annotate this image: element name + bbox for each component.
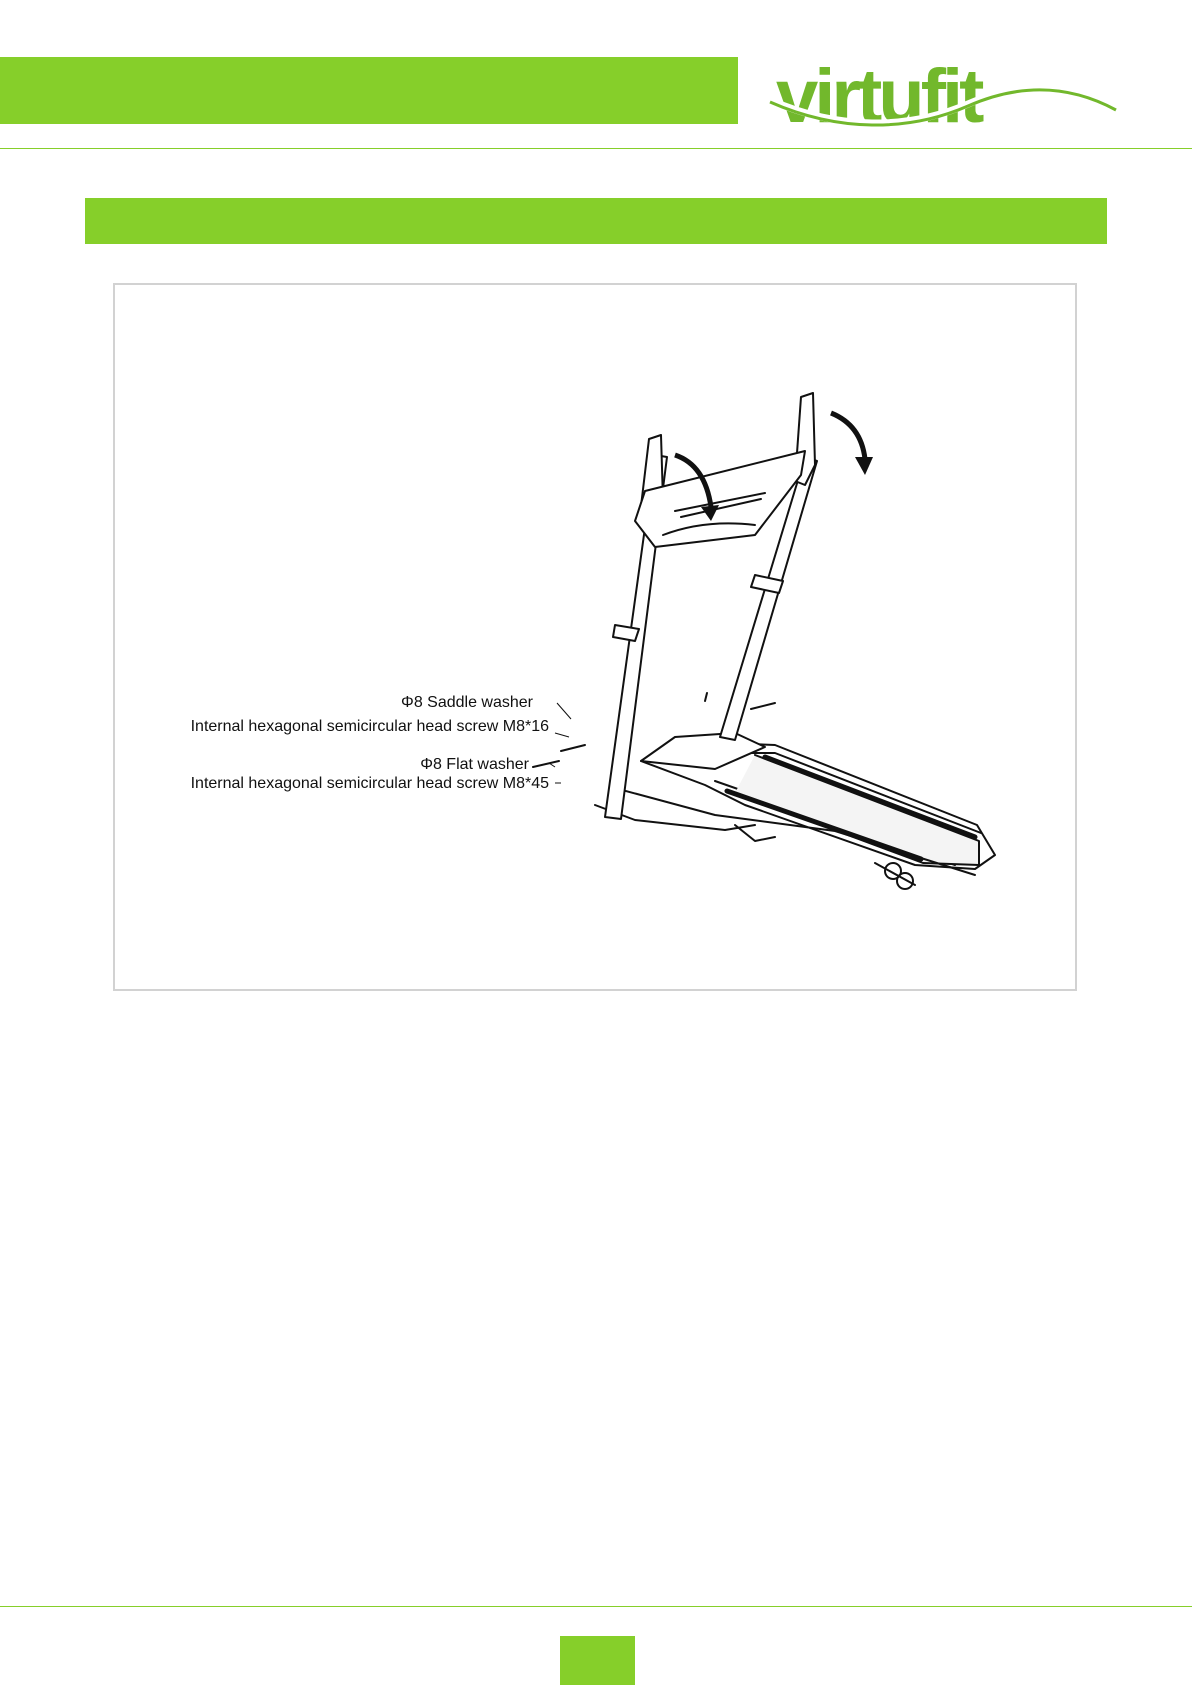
- virtufit-logo: [768, 52, 1118, 142]
- header-divider: [0, 148, 1192, 149]
- callout-saddle-washer: Φ8 Saddle washer: [401, 694, 533, 711]
- assembly-figure: [113, 283, 1077, 991]
- footer-divider: [0, 1606, 1192, 1607]
- section-title-bar: [85, 198, 1107, 244]
- callout-flat-washer: Φ8 Flat washer: [420, 756, 529, 773]
- callout-screw-m8x16: Internal hexagonal semicircular head screw M8*16: [190, 718, 549, 735]
- svg-text:virtufit: virtufit: [776, 54, 981, 139]
- page-number-tab: [560, 1636, 635, 1685]
- treadmill-drawing: [115, 285, 1079, 993]
- header-green-bar: [0, 57, 738, 124]
- callout-screw-m8x45: Internal hexagonal semicircular head screw M8*45: [190, 775, 549, 792]
